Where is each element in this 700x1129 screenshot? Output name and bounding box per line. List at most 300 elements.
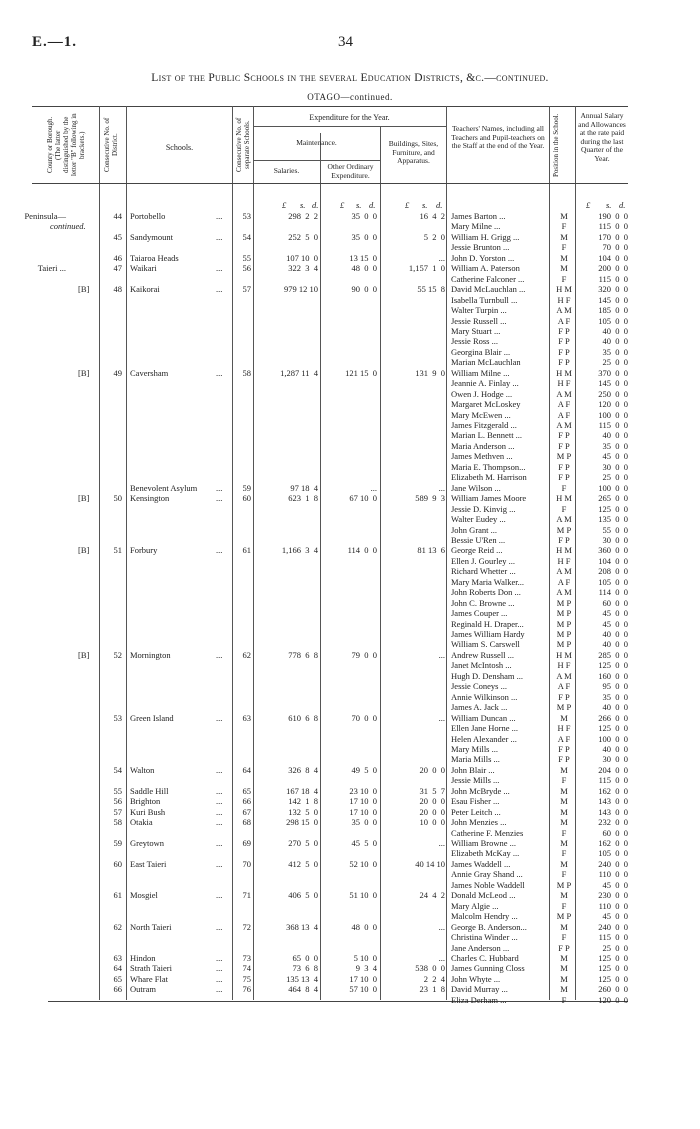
table-row bbox=[0, 493, 700, 504]
cell-ann: 160 0 0 bbox=[598, 670, 628, 681]
cell-ann: 120 0 0 bbox=[598, 994, 628, 1005]
cell-sal: 778 6 8 bbox=[288, 649, 318, 660]
cell-teacher: Owen J. Hodge ... bbox=[451, 388, 513, 399]
cell-sal: 326 8 4 bbox=[288, 764, 318, 775]
cell-bld: 131 9 0 bbox=[415, 367, 445, 378]
table-row bbox=[0, 316, 700, 327]
cell-ann: 30 0 0 bbox=[602, 534, 628, 545]
cell-ann: 250 0 0 bbox=[598, 388, 628, 399]
cell-ell: ... bbox=[216, 482, 223, 493]
cell-teacher: William Browne ... bbox=[451, 838, 517, 848]
cell-snum: 66 bbox=[242, 796, 251, 807]
cell-school: Waikari bbox=[130, 263, 157, 274]
table-row bbox=[0, 619, 700, 630]
cell-pos: H M bbox=[556, 284, 572, 295]
table-row bbox=[0, 681, 700, 692]
cell-pos: M P bbox=[556, 618, 572, 629]
cell-teacher: James Fitzgerald ... bbox=[451, 420, 517, 430]
cell-pos: M bbox=[560, 806, 568, 817]
table-row bbox=[0, 514, 700, 525]
cell-teacher: Christina Winder ... bbox=[451, 932, 518, 943]
cell-pos: M P bbox=[556, 524, 572, 535]
cell-teacher: Annie Gray Shand ... bbox=[451, 869, 523, 880]
cell-teacher: John Blair ... bbox=[451, 764, 495, 775]
cell-num: 50 bbox=[113, 493, 122, 504]
table-row bbox=[0, 838, 700, 849]
cell-ann: 260 0 0 bbox=[598, 984, 628, 995]
cell-ann: 115 0 0 bbox=[598, 775, 628, 786]
cell-ann: 190 0 0 bbox=[598, 211, 628, 221]
cell-teacher: Georgina Blair ... bbox=[451, 346, 511, 357]
cell-pos: M bbox=[560, 252, 568, 263]
table-row bbox=[0, 848, 700, 859]
cell-ann: 170 0 0 bbox=[598, 231, 628, 242]
cell-tag: [B] bbox=[78, 649, 90, 660]
unit-d: d. bbox=[312, 200, 319, 210]
cell-school: Hindon bbox=[130, 952, 156, 963]
cell-ann: 45 0 0 bbox=[602, 618, 628, 629]
cell-ann: 162 0 0 bbox=[598, 785, 628, 796]
cell-teacher: Mary Algie ... bbox=[451, 900, 499, 911]
cell-ann: 285 0 0 bbox=[598, 649, 628, 660]
cell-school: East Taieri bbox=[130, 858, 167, 869]
cell-pos: A M bbox=[556, 420, 572, 430]
cell-teacher: Mary Milne ... bbox=[451, 221, 501, 232]
cell-teacher: David Murray ... bbox=[451, 984, 508, 995]
cell-sal: 73 6 8 bbox=[292, 963, 318, 974]
cell-pos: M bbox=[560, 973, 568, 984]
cell-num: 53 bbox=[113, 712, 122, 723]
cell-school: Otakia bbox=[130, 817, 153, 828]
cell-oth: 51 10 0 bbox=[349, 890, 377, 901]
cell-bld: 589 9 3 bbox=[415, 493, 445, 504]
cell-ann: 100 0 0 bbox=[598, 482, 628, 493]
cell-ann: 115 0 0 bbox=[598, 273, 628, 284]
cell-teacher: Donald McLeod ... bbox=[451, 890, 516, 901]
cell-sal: 142 1 8 bbox=[288, 796, 318, 807]
header-top-rule bbox=[32, 106, 628, 107]
cell-teacher: Hugh D. Densham ... bbox=[451, 670, 524, 681]
unit-pound: £ bbox=[586, 200, 591, 210]
cell-teacher: Janet McIntosh ... bbox=[451, 660, 512, 671]
cell-num: 51 bbox=[113, 545, 122, 556]
table-row bbox=[0, 504, 700, 515]
cell-school: Caversham bbox=[130, 367, 169, 378]
cell-sal: 1,166 3 4 bbox=[281, 545, 318, 556]
cell-snum: 75 bbox=[242, 973, 251, 984]
cell-snum: 65 bbox=[242, 785, 251, 796]
cell-tag: [B] bbox=[78, 545, 90, 556]
cell-bld: 40 14 10 bbox=[415, 858, 445, 869]
table-subtitle: OTAGO—continued. bbox=[307, 92, 393, 102]
cell-ann: 40 0 0 bbox=[602, 336, 628, 347]
cell-teacher: Mary Mills ... bbox=[451, 743, 498, 754]
table-row bbox=[0, 723, 700, 734]
cell-teacher: John C. Browne ... bbox=[451, 597, 515, 608]
table-row bbox=[0, 650, 700, 661]
cell-ann: 115 0 0 bbox=[598, 221, 628, 232]
cell-pos: F P bbox=[558, 357, 570, 368]
cell-school: Kuri Bush bbox=[130, 806, 166, 817]
cell-ann: 100 0 0 bbox=[598, 409, 628, 420]
cell-sal: 135 13 4 bbox=[286, 973, 318, 984]
cell-oth: 35 0 0 bbox=[351, 817, 377, 828]
cell-ann: 45 0 0 bbox=[602, 879, 628, 890]
cell-pos: F P bbox=[558, 461, 570, 472]
cell-pos: M P bbox=[556, 597, 572, 608]
cell-ann: 25 0 0 bbox=[602, 472, 628, 483]
cell-snum: 55 bbox=[242, 252, 251, 263]
table-row bbox=[0, 775, 700, 786]
cell-pos: M bbox=[560, 890, 568, 901]
unit-pound: £ bbox=[282, 200, 287, 210]
table-row bbox=[0, 305, 700, 316]
cell-oth: 90 0 0 bbox=[351, 284, 377, 295]
cell-ann: 60 0 0 bbox=[602, 597, 628, 608]
cell-school: Outram bbox=[130, 984, 156, 995]
table-row bbox=[0, 796, 700, 807]
cell-ann: 115 0 0 bbox=[598, 420, 628, 430]
cell-pos: A M bbox=[556, 587, 572, 598]
cell-num: 62 bbox=[113, 921, 122, 932]
cell-teacher: Eliza Derham ... bbox=[451, 994, 507, 1005]
cell-ann: 143 0 0 bbox=[598, 806, 628, 817]
cell-ann: 265 0 0 bbox=[598, 493, 628, 504]
cell-school: Green Island bbox=[130, 712, 174, 723]
header-buildings: Buildings, Sites, Furniture, and Apparatus. bbox=[388, 139, 439, 165]
cell-ann: 145 0 0 bbox=[598, 294, 628, 305]
cell-num: 49 bbox=[113, 367, 122, 378]
cell-teacher: Andrew Russell ... bbox=[451, 649, 515, 660]
table-row bbox=[0, 932, 700, 943]
page-number: 34 bbox=[338, 34, 353, 50]
cell-teacher: James Barton ... bbox=[451, 211, 506, 221]
cell-teacher: Jessie Brunton ... bbox=[451, 242, 510, 253]
header-bottom-rule bbox=[32, 183, 628, 184]
cell-ann: 110 0 0 bbox=[598, 869, 628, 880]
cell-ell: ... bbox=[216, 785, 223, 796]
cell-school: Kensington bbox=[130, 493, 170, 504]
cell-ell: ... bbox=[216, 764, 223, 775]
table-row bbox=[0, 263, 700, 274]
cell-pos: F P bbox=[558, 743, 570, 754]
table-row bbox=[0, 922, 700, 933]
cell-pos: F P bbox=[558, 754, 570, 765]
cell-pos: M bbox=[560, 211, 568, 221]
cell-teacher: Margaret McLoskey bbox=[451, 399, 521, 410]
cell-ann: 35 0 0 bbox=[602, 440, 628, 451]
table-row bbox=[0, 734, 700, 745]
table-row bbox=[0, 629, 700, 640]
cell-bld: ... bbox=[438, 252, 445, 263]
cell-ann: 266 0 0 bbox=[598, 712, 628, 723]
cell-ann: 125 0 0 bbox=[598, 963, 628, 974]
cell-ann: 30 0 0 bbox=[602, 754, 628, 765]
cell-snum: 54 bbox=[242, 231, 251, 242]
table-row bbox=[0, 326, 700, 337]
cell-teacher: William A. Paterson bbox=[451, 263, 520, 274]
cell-pos: M bbox=[560, 231, 568, 242]
table-row bbox=[0, 430, 700, 441]
cell-tag: [B] bbox=[78, 367, 90, 378]
vline bbox=[99, 106, 100, 183]
table-row bbox=[0, 451, 700, 462]
cell-school: Mosgiel bbox=[130, 890, 158, 901]
header-expenditure: Expenditure for the Year. bbox=[309, 113, 390, 122]
cell-oth: 48 0 0 bbox=[351, 921, 377, 932]
cell-teacher: David McLauchlan ... bbox=[451, 284, 526, 295]
cell-pos: F bbox=[561, 775, 567, 786]
cell-num: 59 bbox=[113, 838, 122, 848]
cell-teacher: Jessie Russell ... bbox=[451, 315, 507, 326]
cell-snum: 59 bbox=[242, 482, 251, 493]
cell-teacher: James Methven ... bbox=[451, 451, 513, 462]
cell-ell: ... bbox=[216, 973, 223, 984]
cell-pos: F P bbox=[558, 440, 570, 451]
cell-pos: F P bbox=[558, 691, 570, 702]
cell-ann: 104 0 0 bbox=[598, 252, 628, 263]
cell-ell: ... bbox=[216, 817, 223, 828]
cell-ann: 120 0 0 bbox=[598, 399, 628, 410]
table-row bbox=[0, 347, 700, 358]
cell-ann: 45 0 0 bbox=[602, 608, 628, 619]
table-row bbox=[0, 232, 700, 243]
cell-ann: 40 0 0 bbox=[602, 702, 628, 713]
cell-bld: 16 4 2 bbox=[419, 211, 445, 221]
cell-ell: ... bbox=[216, 231, 223, 242]
table-row bbox=[0, 284, 700, 295]
cell-pos: A M bbox=[556, 514, 572, 525]
cell-ell: ... bbox=[216, 284, 223, 295]
cell-teacher: Elizabeth McKay ... bbox=[451, 848, 520, 859]
cell-pos: A F bbox=[557, 315, 571, 326]
cell-ann: 125 0 0 bbox=[598, 660, 628, 671]
cell-pos: F P bbox=[558, 472, 570, 483]
cell-sal: 979 12 10 bbox=[284, 284, 318, 295]
cell-teacher: John Menzies ... bbox=[451, 817, 507, 828]
cell-pos: A F bbox=[557, 681, 571, 692]
cell-bld: 1,157 1 0 bbox=[408, 263, 445, 274]
cell-pos: H M bbox=[556, 367, 572, 378]
cell-sal: 298 15 0 bbox=[286, 817, 318, 828]
cell-ell: ... bbox=[216, 984, 223, 995]
cell-pos: F bbox=[561, 994, 567, 1005]
cell-teacher: William Duncan ... bbox=[451, 712, 516, 723]
cell-teacher: James Noble Waddell bbox=[451, 879, 525, 890]
cell-teacher: George B. Anderson... bbox=[451, 921, 527, 932]
cell-ann: 360 0 0 bbox=[598, 545, 628, 556]
cell-oth: ... bbox=[370, 482, 377, 493]
cell-pos: F bbox=[561, 221, 567, 232]
cell-snum: 71 bbox=[242, 890, 251, 901]
cell-teacher: Malcolm Hendry ... bbox=[451, 911, 518, 922]
cell-ann: 143 0 0 bbox=[598, 796, 628, 807]
table-row bbox=[0, 378, 700, 389]
cell-school: Walton bbox=[130, 764, 155, 775]
vline bbox=[549, 106, 550, 183]
cell-teacher: Catherine F. Menzies bbox=[451, 827, 524, 838]
cell-ann: 105 0 0 bbox=[598, 576, 628, 587]
cell-teacher: Helen Alexander ... bbox=[451, 733, 517, 744]
cell-teacher: Marian L. Bennett ... bbox=[451, 430, 523, 441]
table-row bbox=[0, 660, 700, 671]
cell-pos: M bbox=[560, 263, 568, 274]
cell-ann: 370 0 0 bbox=[598, 367, 628, 378]
hline bbox=[253, 126, 446, 127]
table-row bbox=[0, 274, 700, 285]
cell-school: Whare Flat bbox=[130, 973, 168, 984]
cell-teacher: James A. Jack ... bbox=[451, 702, 508, 713]
cell-sal: 464 8 4 bbox=[288, 984, 318, 995]
cell-county: Taieri ... bbox=[37, 263, 66, 274]
unit-d: d. bbox=[369, 200, 376, 210]
cell-ann: 105 0 0 bbox=[598, 848, 628, 859]
cell-ann: 40 0 0 bbox=[602, 430, 628, 441]
cell-sal: 412 5 0 bbox=[288, 858, 318, 869]
cell-bld: 20 0 0 bbox=[419, 806, 445, 817]
table-row bbox=[0, 221, 700, 232]
cell-school: Saddle Hill bbox=[130, 785, 169, 796]
table-row bbox=[0, 410, 700, 421]
table-row bbox=[0, 545, 700, 556]
cell-teacher: John Whyte ... bbox=[451, 973, 501, 984]
header-consec-schools: Consecutive No. of separate Schools. bbox=[235, 117, 251, 173]
cell-ann: 320 0 0 bbox=[598, 284, 628, 295]
cell-school: Brighton bbox=[130, 796, 161, 807]
cell-pos: F bbox=[561, 273, 567, 284]
cell-num: 45 bbox=[113, 231, 122, 242]
cell-pos: M P bbox=[556, 702, 572, 713]
cell-teacher: Charles C. Hubbard bbox=[451, 952, 519, 963]
cell-ann: 125 0 0 bbox=[598, 723, 628, 734]
vline bbox=[232, 106, 233, 183]
cell-ann: 240 0 0 bbox=[598, 921, 628, 932]
cell-pos: A F bbox=[557, 733, 571, 744]
table-row bbox=[0, 828, 700, 839]
unit-s: s. bbox=[422, 200, 428, 210]
table-row bbox=[0, 399, 700, 410]
cell-ann: 162 0 0 bbox=[598, 838, 628, 848]
cell-teacher: Jessie Coneys ... bbox=[451, 681, 507, 692]
table-row bbox=[0, 880, 700, 891]
cell-oth: 121 15 0 bbox=[345, 367, 377, 378]
cell-oth: 13 15 0 bbox=[349, 252, 377, 263]
cell-sal: 167 18 4 bbox=[286, 785, 318, 796]
unit-d: d. bbox=[619, 200, 626, 210]
cell-oth: 17 10 0 bbox=[349, 806, 377, 817]
cell-teacher: Jane Anderson ... bbox=[451, 942, 510, 953]
cell-teacher: Richard Whetter ... bbox=[451, 566, 516, 577]
cell-ann: 40 0 0 bbox=[602, 629, 628, 639]
cell-pos: F bbox=[561, 848, 567, 859]
header-salaries: Salaries. bbox=[273, 166, 300, 175]
cell-teacher: Maria Mills ... bbox=[451, 754, 500, 765]
cell-teacher: Annie Wilkinson ... bbox=[451, 691, 518, 702]
table-row bbox=[0, 984, 700, 995]
header-position: Position in the School. bbox=[552, 113, 560, 177]
table-row bbox=[0, 702, 700, 713]
cell-num: 57 bbox=[113, 806, 122, 817]
hline bbox=[253, 160, 380, 161]
cell-school: Mornington bbox=[130, 649, 171, 660]
cell-pos: F bbox=[561, 900, 567, 911]
cell-teacher: Mary McEwen ... bbox=[451, 409, 511, 420]
cell-school: Portobello bbox=[130, 211, 166, 221]
cell-school: Benevolent Asylum bbox=[130, 482, 198, 493]
cell-pos: M bbox=[560, 984, 568, 995]
cell-pos: F P bbox=[558, 346, 570, 357]
table-row bbox=[0, 963, 700, 974]
cell-pos: H M bbox=[556, 649, 572, 660]
cell-county2: continued. bbox=[50, 221, 86, 232]
header-county: County or Borough. (The latter distinguished by the letter "B" following in brackets.) bbox=[46, 113, 86, 177]
cell-ann: 125 0 0 bbox=[598, 973, 628, 984]
cell-pos: F bbox=[561, 869, 567, 880]
table-row bbox=[0, 535, 700, 546]
cell-school: Greytown bbox=[130, 838, 164, 848]
table-row bbox=[0, 608, 700, 619]
cell-pos: M bbox=[560, 952, 568, 963]
table-row bbox=[0, 859, 700, 870]
cell-teacher: John McBryde ... bbox=[451, 785, 510, 796]
cell-pos: M P bbox=[556, 879, 572, 890]
cell-oth: 23 10 0 bbox=[349, 785, 377, 796]
cell-county: Peninsula— bbox=[24, 211, 66, 221]
unit-s: s. bbox=[606, 200, 612, 210]
table-row bbox=[0, 598, 700, 609]
cell-snum: 64 bbox=[242, 764, 251, 775]
cell-sal: 270 5 0 bbox=[288, 838, 318, 848]
cell-pos: A F bbox=[557, 399, 571, 410]
cell-ann: 55 0 0 bbox=[602, 524, 628, 535]
header-consec-district: Consecutive No. of District. bbox=[103, 117, 119, 173]
cell-pos: H F bbox=[557, 723, 571, 734]
table-row bbox=[0, 357, 700, 368]
cell-ann: 240 0 0 bbox=[598, 858, 628, 869]
cell-teacher: William James Moore bbox=[451, 493, 527, 504]
cell-teacher: Walter Eudey ... bbox=[451, 514, 506, 525]
cell-bld: 10 0 0 bbox=[419, 817, 445, 828]
cell-pos: H F bbox=[557, 294, 571, 305]
cell-teacher: Jeannie A. Finlay ... bbox=[451, 378, 519, 389]
cell-ann: 208 0 0 bbox=[598, 566, 628, 577]
cell-ann: 40 0 0 bbox=[602, 639, 628, 650]
table-row bbox=[0, 817, 700, 828]
table-row bbox=[0, 420, 700, 431]
cell-ell: ... bbox=[216, 858, 223, 869]
cell-snum: 68 bbox=[242, 817, 251, 828]
table-row bbox=[0, 368, 700, 379]
cell-ann: 114 0 0 bbox=[598, 587, 628, 598]
cell-num: 56 bbox=[113, 796, 122, 807]
cell-oth: 57 10 0 bbox=[349, 984, 377, 995]
cell-bld: ... bbox=[438, 482, 445, 493]
cell-ell: ... bbox=[216, 838, 223, 848]
table-row bbox=[0, 869, 700, 880]
table-row bbox=[0, 890, 700, 901]
table-row bbox=[0, 577, 700, 588]
cell-pos: F bbox=[561, 503, 567, 514]
cell-teacher: Jane Wilson ... bbox=[451, 482, 501, 493]
cell-snum: 60 bbox=[242, 493, 251, 504]
cell-ann: 100 0 0 bbox=[598, 733, 628, 744]
cell-num: 52 bbox=[113, 649, 122, 660]
table-row bbox=[0, 242, 700, 253]
cell-teacher: Mary Maria Walker... bbox=[451, 576, 525, 587]
cell-teacher: George Reid ... bbox=[451, 545, 503, 556]
cell-teacher: Jessie Mills ... bbox=[451, 775, 500, 786]
header-annual: Annual Salary and Allowances at the rate paid during the last Quarter of the Year. bbox=[578, 111, 626, 163]
